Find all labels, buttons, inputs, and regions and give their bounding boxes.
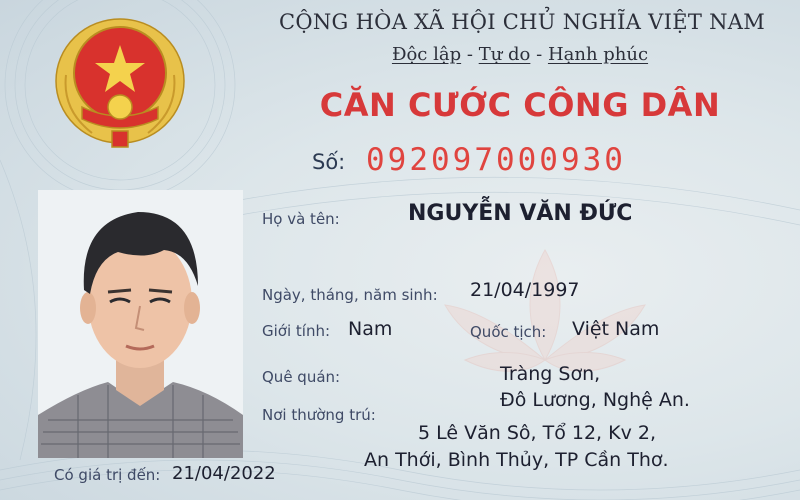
residence-line1: 5 Lê Văn Sô, Tổ 12, Kv 2,: [418, 422, 656, 444]
id-number-label: Số:: [312, 150, 346, 174]
hometown-label: Quê quán:: [262, 368, 341, 386]
nationality-label: Quốc tịch:: [470, 323, 547, 341]
full-name-label: Họ và tên:: [262, 210, 340, 228]
expiry-value: 21/04/2022: [172, 463, 276, 484]
hometown-line2: Đô Lương, Nghệ An.: [500, 389, 690, 411]
national-emblem-icon: [52, 15, 188, 155]
motto-happiness: Hạnh phúc: [547, 44, 649, 65]
motto-separator: -: [466, 44, 473, 65]
expiry-label: Có giá trị đến:: [54, 466, 161, 484]
motto-freedom: Tự do: [478, 44, 531, 65]
sex-label: Giới tính:: [262, 322, 331, 340]
sex-value: Nam: [348, 318, 393, 340]
id-number: 092097000930: [366, 142, 626, 178]
motto-separator: -: [536, 44, 543, 65]
card-title: CĂN CƯỚC CÔNG DÂN: [319, 86, 721, 124]
residence-line2: An Thới, Bình Thủy, TP Cần Thơ.: [364, 449, 669, 471]
nationality-value: Việt Nam: [572, 318, 660, 340]
motto: [340, 44, 700, 65]
country-header: CỘNG HÒA XÃ HỘI CHỦ NGHĨA VIỆT NAM: [278, 10, 766, 34]
residence-label: Nơi thường trú:: [262, 406, 376, 424]
hometown-line1: Tràng Sơn,: [500, 363, 601, 385]
motto-independence: Độc lập: [391, 44, 462, 65]
full-name-value: NGUYỄN VĂN ĐỨC: [408, 201, 633, 226]
dob-value: 21/04/1997: [470, 279, 580, 301]
portrait-photo: [38, 190, 243, 458]
dob-label: Ngày, tháng, năm sinh:: [262, 286, 438, 304]
